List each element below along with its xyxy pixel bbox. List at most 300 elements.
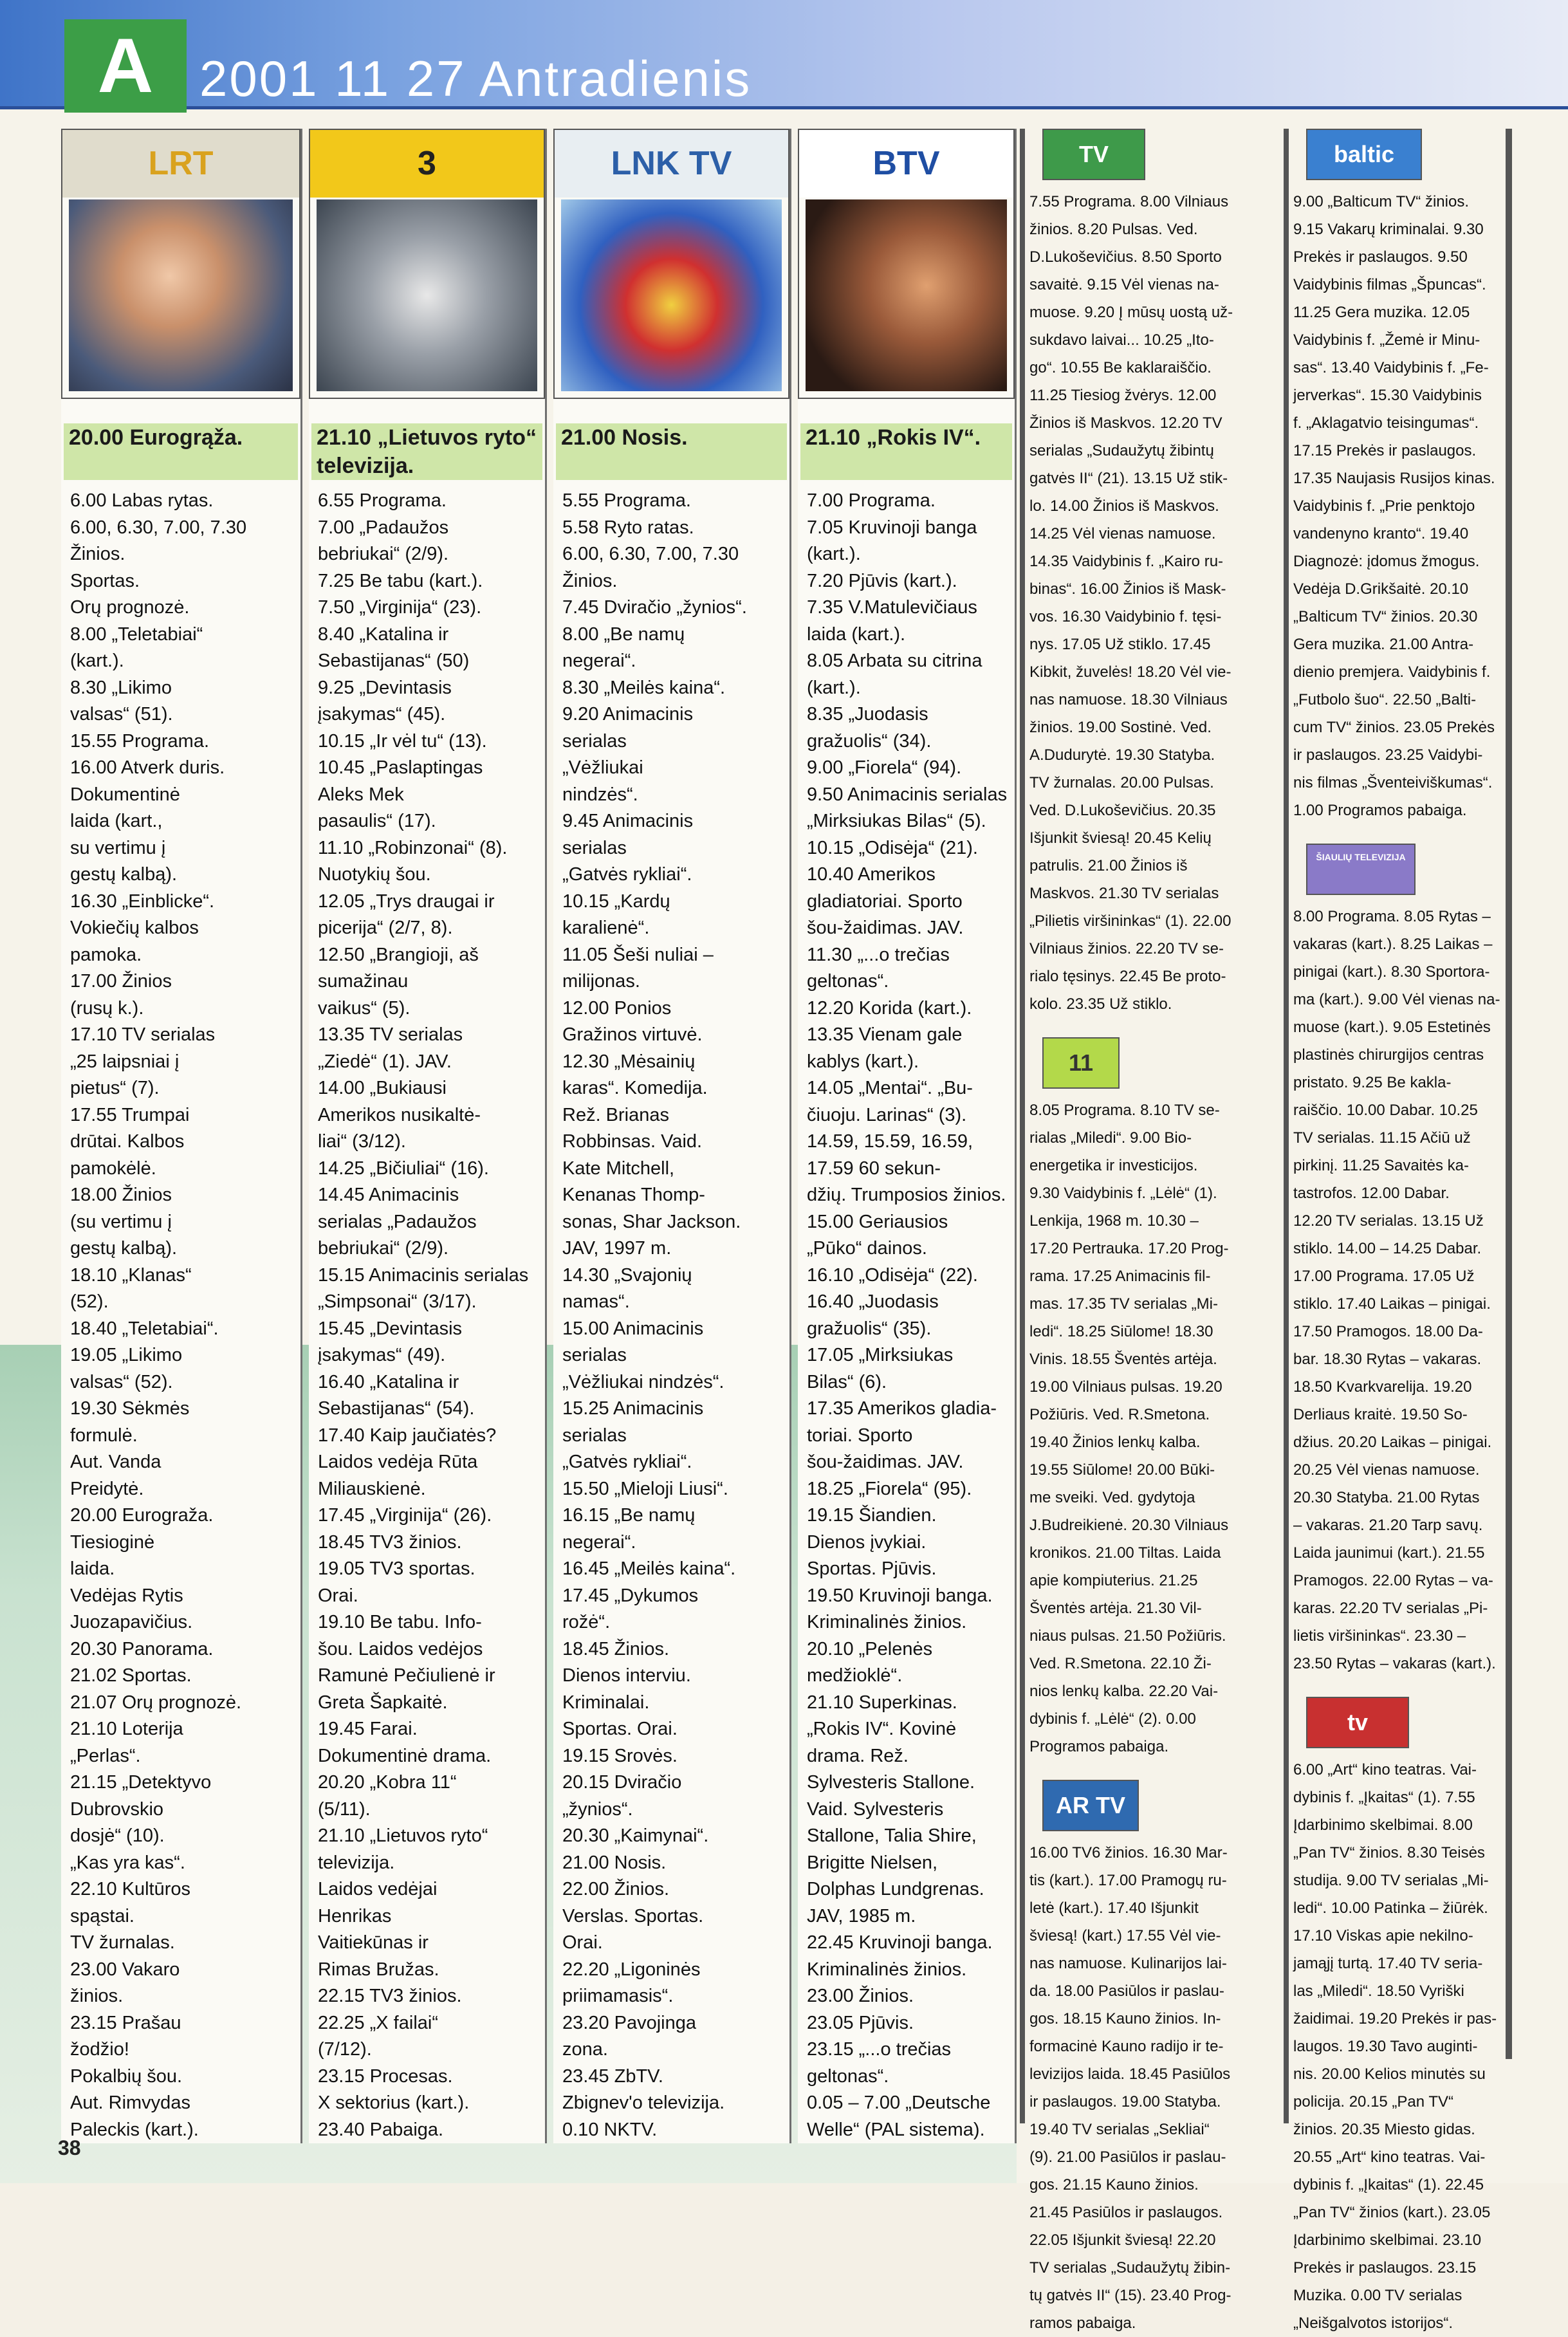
program-line: rama. 17.25 Animacinis fil- (1029, 1268, 1211, 1285)
program-line: 17.59 60 sekun- (807, 1158, 941, 1179)
program-line: vakaras (kart.). 8.25 Laikas – (1293, 936, 1493, 953)
program-line: nindzės“. (562, 784, 638, 805)
program-line: dybinis f. „Įkaitas“ (1). 7.55 (1293, 1789, 1475, 1806)
program-line: Laida jaunimui (kart.). 21.55 (1293, 1544, 1485, 1562)
program-line: Sylvesteris Stallone. (807, 1772, 975, 1793)
program-line: karas“. Komedija. (562, 1078, 708, 1098)
program-line: 11.25 Tiesiog žvėrys. 12.00 (1029, 387, 1217, 404)
program-line: Bilas“ (6). (807, 1371, 887, 1392)
program-line: 15.25 Animacinis (562, 1398, 704, 1419)
program-line: laugos. 19.30 Tavo auginti- (1293, 2038, 1478, 2055)
program-line: nios lenkų kalba. 22.20 Vai- (1029, 1683, 1219, 1700)
program-line: Kate Mitchell, (562, 1158, 675, 1179)
program-line: „Neišgalvotos istorijos“. (1293, 2314, 1453, 2332)
program-line: Robbinsas. Vaid. (562, 1131, 703, 1152)
program-line: „Pilietis viršininkas“ (1). 22.00 (1029, 912, 1231, 930)
program-line: priimamasis“. (562, 1986, 674, 2006)
channel-photo (561, 199, 782, 391)
program-line: Kriminalai. (562, 1692, 650, 1713)
program-line: toriai. Sporto (807, 1425, 913, 1446)
program-line: įsakymas“ (49). (318, 1345, 446, 1365)
column-divider (1284, 129, 1289, 2123)
program-line: „Balticum TV“ žinios. 20.30 (1293, 608, 1478, 625)
program-line: „Simpsonai“ (3/17). (318, 1291, 477, 1312)
program-line: Derliaus kraitė. 19.50 So- (1293, 1406, 1468, 1423)
program-line: Pokalbių šou. (70, 2065, 183, 2087)
program-line: Sportas. (70, 570, 140, 591)
program-line: kablys (kart.). (807, 1051, 919, 1072)
program-line: (rusų k.). (70, 997, 144, 1019)
program-line: Gera muzika. 21.00 Antra- (1293, 636, 1474, 653)
program-line: žinios. 8.20 Pulsas. Ved. (1029, 221, 1198, 238)
program-line: „Gatvės rykliai“. (562, 1452, 692, 1472)
program-line: su vertimu į (70, 837, 166, 858)
program-line: negerai“. (562, 1531, 636, 1553)
program-line: pinigai (kart.). 8.30 Sportora- (1293, 963, 1490, 981)
program-line: mas. 17.35 TV serialas „Mi- (1029, 1295, 1218, 1313)
program-line: 23.45 ZbTV. (562, 2065, 663, 2087)
program-line: serialas (562, 730, 627, 752)
program-line: Tiesioginė (70, 1531, 155, 1553)
program-line: Dubrovskio (70, 1798, 164, 1820)
program-line: drama. Rež. (807, 1745, 909, 1766)
program-line: 10.15 „Kardų (562, 891, 670, 912)
program-line: Įdarbinimo skelbimai. 23.10 (1293, 2231, 1482, 2249)
program-line: 16.00 Atverk duris. (70, 757, 225, 778)
program-line: žodžio! (70, 2039, 129, 2060)
channel-logo: 11 (1042, 1037, 1120, 1089)
program-line: „Mirksiukas Bilas“ (5). (807, 811, 986, 831)
program-line: „Gatvės rykliai“. (562, 864, 692, 885)
program-line: 16.40 „Juodasis (807, 1291, 939, 1312)
program-line: Diagnozė: įdomus žmogus. (1293, 553, 1480, 570)
channel-banner (798, 129, 1015, 399)
program-line: 8.40 „Katalina ir (318, 624, 449, 645)
program-line: šviesą! (kart.) 17.55 Vėl vie- (1029, 1927, 1221, 1944)
program-line: 6.00 „Art“ kino teatras. Vai- (1293, 1761, 1477, 1778)
program-line: rožė“. (562, 1612, 611, 1632)
program-line: Nuotykių šou. (318, 864, 431, 885)
program-line: 21.10 Loterija (70, 1719, 183, 1739)
program-line: Įdarbinimo skelbimai. 8.00 (1293, 1816, 1473, 1834)
program-line: Vedėjas Rytis (70, 1585, 183, 1606)
channel-highlight: 21.00 Nosis. (556, 423, 787, 480)
program-line: 8.35 „Juodasis (807, 704, 928, 725)
program-line: drūtai. Kalbos (70, 1131, 185, 1152)
program-line: 15.00 Animacinis (562, 1318, 704, 1339)
program-line: tis (kart.). 17.00 Pramogų ru- (1029, 1872, 1227, 1889)
program-line: gražuolis“ (34). (807, 730, 932, 752)
program-line: (9). 21.00 Pasiūlos ir paslau- (1029, 2148, 1226, 2166)
program-line: „Kas yra kas“. (70, 1852, 185, 1873)
program-line: 7.05 Kruvinoji banga (807, 517, 977, 538)
program-line: „Pan TV“ žinios. 8.30 Teisės (1293, 1844, 1485, 1861)
program-line: 10.15 „Ir vėl tu“ (13). (318, 730, 487, 752)
program-line: picerija“ (2/7, 8). (318, 918, 453, 938)
program-line: Išjunkit šviesą! 20.45 Kelių (1029, 829, 1212, 847)
program-line: Prekės ir paslaugos. 23.15 (1293, 2259, 1477, 2277)
program-line: 8.05 Programa. 8.10 TV se- (1029, 1102, 1220, 1119)
program-line: „Pan TV“ žinios (kart.). 23.05 (1293, 2204, 1491, 2221)
program-line: Sebastijanas“ (54). (318, 1398, 475, 1419)
program-line: medžioklė“. (807, 1665, 903, 1686)
program-line: 22.05 Išjunkit šviesą! 22.20 (1029, 2231, 1216, 2249)
program-line: kronikos. 21.00 Tiltas. Laida (1029, 1544, 1221, 1562)
program-line: 9.50 Animacinis serialas (807, 784, 1008, 805)
program-line: pamokėlė. (70, 1158, 156, 1179)
program-line: „Pūko“ dainos. (807, 1238, 927, 1259)
program-line: zona. (562, 2039, 608, 2060)
program-list (309, 488, 545, 2143)
program-line: rialo tęsinys. 22.45 Be proto- (1029, 968, 1226, 985)
column-divider (1020, 129, 1025, 2123)
program-line: Zbignev'o televizija. (562, 2092, 725, 2113)
program-line: 14.00 „Bukiausi (318, 1078, 447, 1098)
program-line: 22.15 TV3 žinios. (318, 1986, 462, 2006)
program-line: gatvės II“ (21). 13.15 Už stik- (1029, 470, 1228, 487)
program-line: gos. 21.15 Kauno žinios. (1029, 2176, 1199, 2194)
program-line: 15.00 Geriausios (807, 1211, 948, 1232)
program-line: Vedėja D.Grikšaitė. 20.10 (1293, 580, 1469, 598)
program-line: 11.10 „Robinzonai“ (8). (318, 837, 508, 858)
program-line: Kibkit, žuvelės! 18.20 Vėl vie- (1029, 663, 1231, 681)
program-line: nis filmas „Šventeiviškumas“. (1293, 774, 1493, 791)
program-line: 8.00 „Be namų (562, 624, 685, 645)
program-line: Brigitte Nielsen, (807, 1852, 938, 1873)
channel-logo: AR TV (1042, 1780, 1139, 1831)
program-line: 12.20 TV serialas. 13.15 Už (1293, 1212, 1484, 1230)
program-line: šou-žaidimas. JAV. (807, 918, 964, 938)
program-line: žaidimai. 19.20 Prekės ir pas- (1293, 2010, 1497, 2028)
program-line: 15.50 „Mieloji Liusi“. (562, 1478, 728, 1499)
program-line: Žinios iš Maskvos. 12.20 TV (1029, 414, 1222, 432)
program-line: Rimas Bružas. (318, 1959, 439, 1980)
program-line: 18.00 Žinios (70, 1185, 172, 1205)
program-line: 21.15 „Detektyvo (70, 1772, 212, 1793)
program-line: 17.05 „Mirksiukas (807, 1345, 954, 1365)
program-line: 14.25 „Bičiuliai“ (16). (318, 1158, 489, 1179)
program-line: vos. 16.30 Vaidybinio f. tęsi- (1029, 608, 1222, 625)
program-line: 22.10 Kultūros (70, 1879, 191, 1899)
channel-logo: BTV (799, 130, 1013, 198)
program-line: 20.20 „Kobra 11“ (318, 1772, 457, 1793)
program-line: 19.15 Srovės. (562, 1745, 678, 1766)
program-line: da. 18.00 Pasiūlos ir paslau- (1029, 1982, 1224, 2000)
program-line: Ved. D.Lukoševičius. 20.35 (1029, 802, 1216, 819)
program-line: 0.10 NKTV. (562, 2119, 658, 2140)
program-line: gražuolis“ (35). (807, 1318, 932, 1339)
program-line: Maskvos. 21.30 TV serialas (1029, 885, 1219, 902)
program-line: 7.45 Dviračio „žynios“. (562, 597, 747, 618)
program-line: 21.10 „Lietuvos ryto“ (318, 1825, 488, 1846)
program-line: 23.15 „...o trečias (807, 2039, 952, 2060)
program-line: sumažinau (318, 971, 409, 992)
program-line: „Rokis IV“. Kovinė (807, 1719, 957, 1739)
program-line: Kriminalinės žinios. (807, 1959, 967, 1980)
program-line: Vaidybinis f. „Prie penktojo (1293, 497, 1475, 515)
program-line: 22.45 Kruvinoji banga. (807, 1932, 993, 1953)
right-edge-bar (1506, 129, 1512, 2059)
channel-photo (317, 199, 537, 391)
program-text (1293, 188, 1515, 824)
program-line: 14.59, 15.59, 16.59, (807, 1131, 973, 1152)
program-line: Henrikas (318, 1905, 392, 1926)
program-line: čiuoju. Larinas“ (3). (807, 1104, 967, 1125)
program-line: 7.25 Be tabu (kart.). (318, 570, 483, 591)
program-line: Paleckis (kart.). (70, 2119, 199, 2140)
program-line: 8.00 Programa. 8.05 Rytas – (1293, 908, 1491, 925)
channel-highlight: 21.10 „Rokis IV“. (800, 423, 1012, 480)
program-line: patrulis. 21.00 Žinios iš (1029, 857, 1188, 874)
program-line: 12.50 „Brangioji, aš (318, 944, 479, 965)
program-line: „Vėžliukai nindzės“. (562, 1371, 724, 1392)
program-line: dybinis f. „Įkaitas“ (1). 22.45 (1293, 2176, 1484, 2194)
program-line: 21.00 Nosis. (562, 1852, 667, 1873)
program-line: 23.40 Pabaiga. (318, 2119, 444, 2140)
program-line: pasaulis“ (17). (318, 811, 436, 831)
program-line: 14.25 Vėl vienas namuose. (1029, 525, 1216, 542)
program-line: Juozapavičius. (70, 1612, 193, 1632)
program-line: 6.00 Labas rytas. (70, 490, 214, 511)
program-line: laida. (70, 1558, 115, 1579)
program-line: 19.40 TV serialas „Sekliai“ (1029, 2121, 1210, 2138)
program-line: 20.30 Panorama. (70, 1638, 214, 1659)
program-line: vandenyno kranto“. 19.40 (1293, 525, 1469, 542)
program-line: Dolphas Lundgrenas. (807, 1879, 984, 1899)
program-line: Dienos interviu. (562, 1665, 691, 1686)
program-line: 14.05 „Mentai“. „Bu- (807, 1078, 973, 1098)
program-line: 11.05 Šeši nuliai – (562, 944, 714, 965)
program-line: 22.00 Žinios. (562, 1879, 670, 1899)
program-line: 23.15 Prašau (70, 2012, 181, 2033)
program-line: valsas“ (51). (70, 704, 173, 725)
program-line: jerverkas“. 15.30 Vaidybinis (1293, 387, 1482, 404)
program-line: pamoka. (70, 944, 142, 965)
program-line: serialas „Padaužos (318, 1211, 477, 1232)
program-line: 17.35 Naujasis Rusijos kinas. (1293, 470, 1495, 487)
program-line: ledi“. 18.25 Siūlome! 18.30 (1029, 1323, 1213, 1340)
program-line: Ved. R.Smetona. 22.10 Ži- (1029, 1655, 1212, 1672)
channel-logo: ŠIAULIŲ TELEVIZIJA (1306, 844, 1416, 895)
program-line: policija. 20.15 „Pan TV“ (1293, 2093, 1454, 2111)
program-line: 14.45 Animacinis (318, 1185, 459, 1205)
program-line: serialas (562, 1345, 627, 1365)
program-line: „žynios“. (562, 1798, 633, 1820)
program-line: negerai“. (562, 651, 636, 671)
program-line: Vaidybinis filmas „Špuncas“. (1293, 276, 1486, 293)
program-line: bar. 18.30 Rytas – vakaras. (1293, 1351, 1482, 1368)
program-line: 17.15 Prekės ir paslaugos. (1293, 442, 1477, 459)
program-line: 23.15 Procesas. (318, 2065, 453, 2087)
program-line: Amerikos nusikaltė- (318, 1104, 481, 1125)
program-line: (7/12). (318, 2039, 372, 2060)
program-line: 16.40 „Katalina ir (318, 1371, 459, 1392)
program-line: 8.30 „Likimo (70, 677, 172, 698)
program-line: 19.05 TV3 sportas. (318, 1558, 475, 1579)
program-line: jamąjį turtą. 17.40 TV seria- (1293, 1955, 1483, 1972)
program-line: 19.00 Vilniaus pulsas. 19.20 (1029, 1378, 1222, 1396)
channel-highlight: 20.00 Eurogrąža. (64, 423, 298, 480)
program-line: 21.10 Superkinas. (807, 1692, 957, 1713)
program-line: 9.20 Animacinis (562, 704, 694, 725)
program-line: Dienos įvykiai. (807, 1531, 927, 1553)
program-line: žinios. 19.00 Sostinė. Ved. (1029, 719, 1212, 736)
program-line: 19.50 Kruvinoji banga. (807, 1585, 993, 1606)
program-line: me sveiki. Ved. gydytoja (1029, 1489, 1195, 1506)
program-line: 17.20 Pertrauka. 17.20 Prog- (1029, 1240, 1229, 1257)
program-line: Aut. Rimvydas (70, 2092, 190, 2113)
program-line: Vinis. 18.55 Šventės artėja. (1029, 1351, 1217, 1368)
program-line: 19.15 Šiandien. (807, 1505, 937, 1526)
program-line: ir paslaugos. 19.00 Statyba. (1029, 2093, 1221, 2111)
program-line: cum TV“ žinios. 23.05 Prekės (1293, 719, 1495, 736)
program-line: pietus“ (7). (70, 1078, 160, 1098)
program-line: 20.25 Vėl vienas namuose. (1293, 1461, 1480, 1479)
program-line: 6.55 Programa. (318, 490, 447, 511)
program-line: f. „Aklagatvio teisingumas“. (1293, 414, 1479, 432)
program-line: A.Dudurytė. 19.30 Statyba. (1029, 746, 1215, 764)
program-line: 20.55 „Art“ kino teatras. Vai- (1293, 2148, 1486, 2166)
program-text (1293, 903, 1515, 1677)
program-line: Programos pabaiga. (1029, 1738, 1169, 1755)
program-line: tų gatvės II“ (15). 23.40 Prog- (1029, 2287, 1231, 2304)
program-line: studija. 9.00 TV serialas „Mi- (1293, 1872, 1489, 1889)
program-line: savaitė. 9.15 Vėl vienas na- (1029, 276, 1219, 293)
program-line: TV žurnalas. 20.00 Pulsas. (1029, 774, 1214, 791)
program-line: 7.55 Programa. 8.00 Vilniaus (1029, 193, 1229, 210)
program-line: 19.30 Sėkmės (70, 1398, 190, 1419)
program-line: stiklo. 17.40 Laikas – pinigai. (1293, 1295, 1491, 1313)
program-line: 13.35 Vienam gale (807, 1024, 963, 1045)
program-line: 18.10 „Klanas“ (70, 1264, 192, 1286)
program-line: rialas „Miledi“. 9.00 Bio- (1029, 1129, 1192, 1147)
program-line: 21.02 Sportas. (70, 1665, 192, 1686)
program-line: Lenkija, 1968 m. 10.30 – (1029, 1212, 1199, 1230)
program-line: „Perlas“. (70, 1745, 141, 1766)
program-line: 20.15 Dviračio (562, 1772, 682, 1793)
program-line: 8.00 „Teletabiai“ (70, 624, 203, 645)
program-line: Sportas. Orai. (562, 1719, 678, 1739)
program-line: D.Lukoševičius. 8.50 Sporto (1029, 248, 1222, 266)
program-line: gos. 18.15 Kauno žinios. In- (1029, 2010, 1221, 2028)
program-line: liai“ (3/12). (318, 1131, 406, 1152)
program-line: 17.10 TV serialas (70, 1024, 216, 1045)
program-line: Vaitiekūnas ir (318, 1932, 429, 1953)
program-line: Sebastijanas“ (50) (318, 651, 470, 671)
program-line: serialas „Sudaužytų žibintų (1029, 442, 1214, 459)
channel-banner (61, 129, 300, 399)
program-line: nas namuose. Kulinarijos lai- (1029, 1955, 1227, 1972)
program-line: žinios. (70, 1986, 124, 2006)
program-line: Laidos vedėjai (318, 1879, 438, 1899)
program-line: dosjė“ (10). (70, 1825, 165, 1846)
program-line: Vokiečių kalbos (70, 918, 199, 938)
program-line: 9.15 Vakarų kriminalai. 9.30 (1293, 221, 1484, 238)
program-line: 21.07 Orų prognozė. (70, 1692, 242, 1713)
program-line: 17.10 Viskas apie nekilno- (1293, 1927, 1473, 1944)
program-line: 5.55 Programa. (562, 490, 691, 511)
section-letter-logo: A (64, 19, 187, 113)
program-line: formulė. (70, 1425, 138, 1446)
program-line: milijonas. (562, 971, 640, 992)
program-text (1029, 188, 1284, 1018)
program-line: go“. 10.55 Be kaklaraiščio. (1029, 359, 1212, 376)
program-line: 0.05 – 7.00 „Deutsche (807, 2092, 991, 2113)
program-line: 5.58 Ryto ratas. (562, 517, 694, 538)
program-line: muose (kart.). 9.05 Estetinės (1293, 1019, 1491, 1036)
program-line: nis. 20.00 Kelios minutės su (1293, 2065, 1486, 2083)
program-list (553, 488, 789, 2143)
program-line: nys. 17.05 Už stiklo. 17.45 (1029, 636, 1211, 653)
program-line: 12.30 „Mėsainių (562, 1051, 696, 1072)
program-line: džių. Trumposios žinios. (807, 1185, 1006, 1205)
program-line: „Ziedė“ (1). JAV. (318, 1051, 452, 1072)
program-line: dybinis f. „Lėlė“ (2). 0.00 (1029, 1710, 1196, 1728)
program-line: tastrofos. 12.00 Dabar. (1293, 1185, 1450, 1202)
program-line: 18.25 „Fiorela“ (95). (807, 1478, 972, 1499)
program-line: 9.30 Vaidybinis f. „Lėlė“ (1). (1029, 1185, 1217, 1202)
program-line: Pramogos. 22.00 Rytas – va- (1293, 1572, 1493, 1589)
program-line: geltonas“. (807, 971, 889, 992)
program-line: ramos pabaiga. (1029, 2314, 1136, 2332)
program-line: Preidytė. (70, 1478, 144, 1499)
program-line: Gražinos virtuvė. (562, 1024, 703, 1045)
program-line: 9.00 „Fiorela“ (94). (807, 757, 962, 778)
channel-banner (309, 129, 545, 399)
program-line: 15.55 Programa. (70, 730, 210, 752)
program-line: 18.40 „Teletabiai“. (70, 1318, 219, 1339)
program-line: raiščio. 10.00 Dabar. 10.25 (1293, 1102, 1478, 1119)
program-line: Laidos vedėja Rūta (318, 1452, 478, 1472)
regional-column-right (1293, 129, 1515, 2337)
program-line: 6.00, 6.30, 7.00, 7.30 (562, 544, 739, 564)
program-line: 17.40 Kaip jaučiatės? (318, 1425, 497, 1446)
program-line: lo. 14.00 Žinios iš Maskvos. (1029, 497, 1219, 515)
program-line: 17.50 Pramogos. 18.00 Da- (1293, 1323, 1483, 1340)
channel-banner (553, 129, 789, 399)
program-line: 8.05 Arbata su citrina (807, 651, 982, 671)
program-line: 23.50 Rytas – vakaras (kart.). (1293, 1655, 1496, 1672)
program-line: sonas, Shar Jackson. (562, 1211, 741, 1232)
channel-logo: tv (1306, 1697, 1409, 1748)
program-line: Welle“ (PAL sistema). (807, 2119, 985, 2140)
program-line: Vilniaus žinios. 22.20 TV se- (1029, 940, 1224, 957)
channel-highlight: 21.10 „Lietuvos ryto“ televizija. (311, 423, 542, 480)
program-line: serialas (562, 837, 627, 858)
program-line: 23.00 Vakaro (70, 1959, 180, 1980)
program-line: 21.45 Pasiūlos ir paslaugos. (1029, 2204, 1223, 2221)
program-line: 16.00 TV6 žinios. 16.30 Mar- (1029, 1844, 1228, 1861)
page-title: 2001 11 27 Antradienis (199, 50, 752, 107)
program-line: JAV, 1997 m. (562, 1238, 672, 1259)
program-line: 20.30 Statyba. 21.00 Rytas (1293, 1489, 1480, 1506)
channel-logo: 3 (310, 130, 544, 198)
program-line: 17.00 Programa. 17.05 Už (1293, 1268, 1475, 1285)
program-line: 9.45 Animacinis (562, 811, 694, 831)
program-line: 18.45 TV3 žinios. (318, 1531, 462, 1553)
program-line: Orai. (318, 1585, 358, 1606)
program-line: serialas (562, 1425, 627, 1446)
program-line: 6.00, 6.30, 7.00, 7.30 (70, 517, 247, 538)
program-line: dienio premjera. Vaidybinis f. (1293, 663, 1491, 681)
program-text (1029, 1839, 1284, 2337)
program-line: karalienė“. (562, 918, 650, 938)
program-line: 17.45 „Dykumos (562, 1585, 699, 1606)
program-line: apie kompiuterius. 21.25 (1029, 1572, 1198, 1589)
program-line: šou-žaidimas. JAV. (807, 1452, 964, 1472)
channel-photo (69, 199, 293, 391)
program-line: X sektorius (kart.). (318, 2092, 470, 2113)
